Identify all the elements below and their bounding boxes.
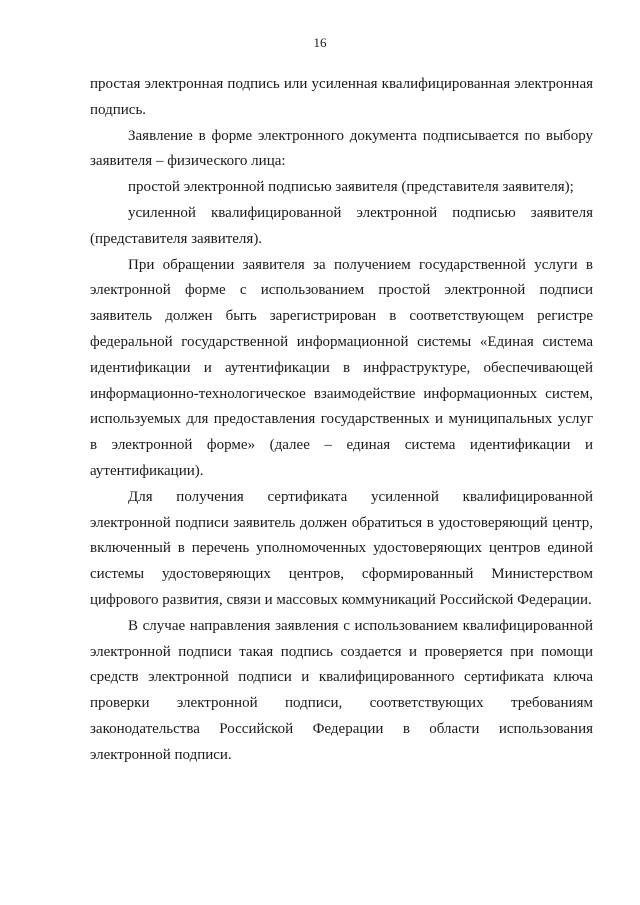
paragraph-7: В случае направления заявления с использованием квалифицированной электронной подписи такая подпись создается и проверяется при помощи средств электронной подписи и квалифицированного сертификата ключа проверки электронной подписи, соответствующих требованиям законодательства Российской Федерации в области использования электронной подписи. [90,617,593,763]
document-body [90,72,593,769]
paragraph-2: Заявление в форме электронного документа подписывается по выбору заявителя – физического лица: [90,127,593,170]
paragraph-6: Для получения сертификата усиленной квалифицированной электронной подписи заявитель должен обратиться в удостоверяющий центр, включенный в перечень уполномоченных удостоверяющих центров единой системы удостоверяющих центров, сформированный Министерством цифрового развития, связи и массовых коммуникаций Российской Федерации. [90,488,593,608]
page-number: 16 [313,35,327,50]
paragraph-5: При обращении заявителя за получением государственной услуги в электронной форме с использованием простой электронной подписи заявитель должен быть зарегистрирован в соответствующем регистре федеральной государственной информационной системы «Единая система идентификации и аутентификации в инфраструктуре, обеспечивающей информационно-технологическое взаимодействие информационных систем, используемых для предоставления государственных и муниципальных услуг в электронной форме» (далее – единая система идентификации и аутентификации). [90,256,593,479]
paragraph-1: простая электронная подпись или усиленная квалифицированная электронная подпись. [90,76,593,118]
paragraph-3: простой электронной подписью заявителя (представителя заявителя); [128,179,574,196]
paragraph-4: усиленной квалифицированной электронной подписью заявителя (представителя заявителя). [90,204,593,247]
